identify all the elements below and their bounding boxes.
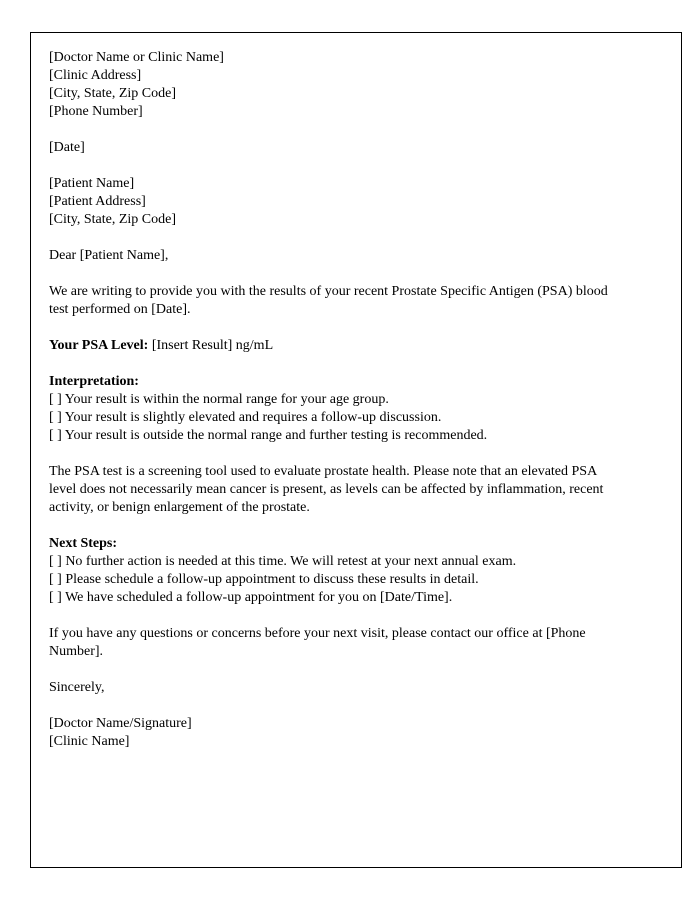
- interpretation-heading: Interpretation:: [49, 374, 139, 389]
- date-line: [Date]: [49, 140, 85, 155]
- sender-city-line: [City, State, Zip Code]: [49, 86, 177, 101]
- recipient-block: [49, 175, 627, 229]
- signature-clinic-line: [Clinic Name]: [49, 734, 130, 749]
- recipient-city-line: [City, State, Zip Code]: [49, 212, 177, 227]
- psa-level-value: [Insert Result] ng/mL: [151, 338, 274, 353]
- interpretation-section: [49, 373, 627, 445]
- sender-block: [49, 49, 627, 121]
- interpretation-option-outside-range: [ ] Your result is outside the normal range and further testing is recommended.: [49, 428, 488, 443]
- next-steps-option-scheduled: [ ] We have scheduled a follow-up appointment for you on [Date/Time].: [49, 590, 453, 605]
- interpretation-option-elevated: [ ] Your result is slightly elevated and requires a follow-up discussion.: [49, 410, 442, 425]
- next-steps-section: [49, 535, 627, 607]
- intro-paragraph: We are writing to provide you with the results of your recent Prostate Specific Antigen (PSA) blood test performed on [Date].: [49, 284, 608, 317]
- next-steps-option-no-action: [ ] No further action is needed at this time. We will retest at your next annual exam.: [49, 554, 517, 569]
- date-block: [49, 139, 627, 157]
- letter-content: [49, 49, 627, 751]
- interpretation-option-normal: [ ] Your result is within the normal range for your age group.: [49, 392, 389, 407]
- explanation-paragraph: The PSA test is a screening tool used to evaluate prostate health. Please note that an elevated PSA level does not necessarily mean cancer is present, as levels can be affected by inflammation, recent activity, or benign enlargement of the prostate.: [49, 464, 604, 515]
- sender-name-line: [Doctor Name or Clinic Name]: [49, 50, 224, 65]
- closing-paragraph: If you have any questions or concerns before your next visit, please contact our office at [Phone Number].: [49, 626, 586, 659]
- signature-block: [49, 715, 627, 751]
- signoff: [49, 679, 627, 697]
- recipient-name-line: [Patient Name]: [49, 176, 135, 191]
- salutation: [49, 247, 627, 265]
- signoff-line: Sincerely,: [49, 680, 105, 695]
- psa-level-line: [49, 337, 627, 355]
- recipient-address-line: [Patient Address]: [49, 194, 146, 209]
- sender-address-line: [Clinic Address]: [49, 68, 142, 83]
- sender-phone-line: [Phone Number]: [49, 104, 143, 119]
- salutation-line: Dear [Patient Name],: [49, 248, 169, 263]
- next-steps-heading: Next Steps:: [49, 536, 118, 551]
- psa-level-label: Your PSA Level:: [49, 338, 149, 353]
- letter-border-frame: [30, 32, 682, 868]
- next-steps-option-schedule: [ ] Please schedule a follow-up appointment to discuss these results in detail.: [49, 572, 479, 587]
- signature-name-line: [Doctor Name/Signature]: [49, 716, 192, 731]
